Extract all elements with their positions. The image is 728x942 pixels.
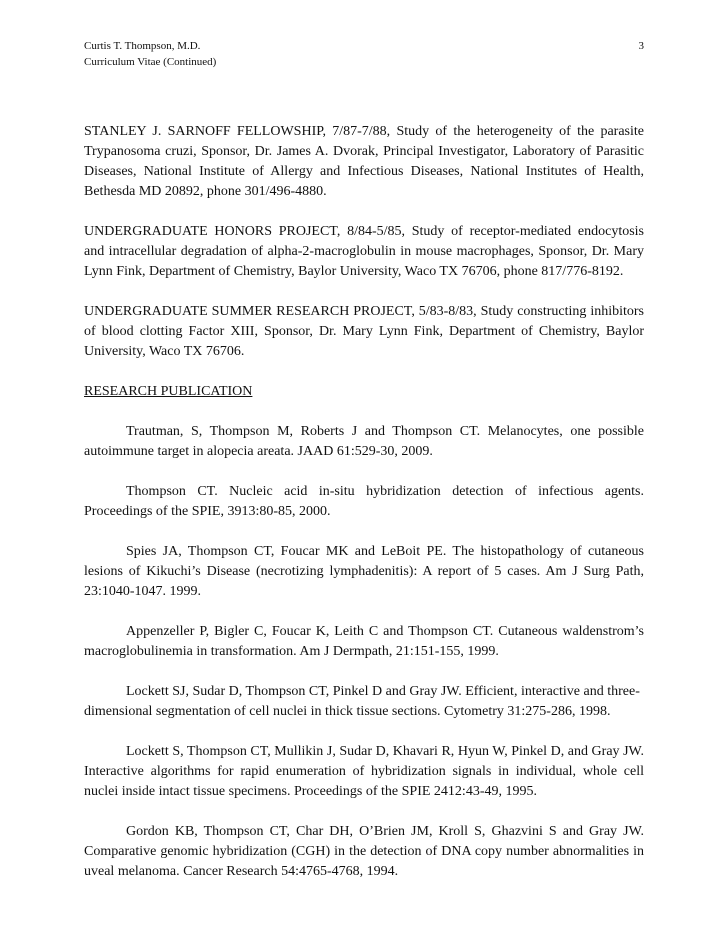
research-entry-summer: UNDERGRADUATE SUMMER RESEARCH PROJECT, 5/83-8/83, Study constructing inhibitors of blood clotting Factor XIII, Sponsor, Dr. Mary Lynn Fink, Department of Chemistry, Baylor University, Waco TX 76706. xyxy=(84,304,644,359)
publication-entry: Lockett S, Thompson CT, Mullikin J, Sudar D, Khavari R, Hyun W, Pinkel D, and Gray JW. Interactive algorithms for rapid enumeration of hybridization signals in individual, whole cell nuclei inside intact tissue specimens. Proceedings of the SPIE 2412:43-49, 1995. xyxy=(84,744,644,799)
publication-entry: Spies JA, Thompson CT, Foucar MK and LeBoit PE. The histopathology of cutaneous lesions of Kikuchi’s Disease (necrotizing lymphadenitis): A report of 5 cases. Am J Surg Path, 23:1040-1047. 1999. xyxy=(84,544,644,599)
publication-entry: Gordon KB, Thompson CT, Char DH, O’Brien JM, Kroll S, Ghazvini S and Gray JW. Comparative genomic hybridization (CGH) in the detection of DNA copy number abnormalities in uveal melanoma. Cancer Research 54:4765-4768, 1994. xyxy=(84,824,644,879)
document-subtitle: Curriculum Vitae (Continued) xyxy=(84,56,217,68)
publication-entry: Lockett SJ, Sudar D, Thompson CT, Pinkel D and Gray JW. Efficient, interactive and three-dimensional segmentation of cell nuclei in thick tissue sections. Cytometry 31:275-286, 1998. xyxy=(84,684,640,719)
author-name: Curtis T. Thompson, M.D. xyxy=(84,40,201,52)
page-number: 3 xyxy=(638,40,644,52)
research-entry-sarnoff: STANLEY J. SARNOFF FELLOWSHIP, 7/87-7/88, Study of the heterogeneity of the parasite Trypanosoma cruzi, Sponsor, Dr. James A. Dvorak, Principal Investigator, Laboratory of Parasitic Diseases, National Institute of Allergy and Infectious Diseases, National Institutes of Health, Bethesda MD 20892, phone 301/496-4880. xyxy=(84,124,644,199)
publication-entry: Thompson CT. Nucleic acid in-situ hybridization detection of infectious agents. Proceedings of the SPIE, 3913:80-85, 2000. xyxy=(84,484,644,519)
section-heading-publications: RESEARCH PUBLICATION xyxy=(84,384,253,399)
page-header xyxy=(84,38,644,70)
publication-entry: Appenzeller P, Bigler C, Foucar K, Leith C and Thompson CT. Cutaneous waldenstrom’s macroglobulinemia in transformation. Am J Dermpath, 21:151-155, 1999. xyxy=(84,624,644,659)
page-body xyxy=(84,122,644,902)
research-entry-honors: UNDERGRADUATE HONORS PROJECT, 8/84-5/85, Study of receptor-mediated endocytosis and intracellular degradation of alpha-2-macroglobulin in mouse macrophages, Sponsor, Dr. Mary Lynn Fink, Department of Chemistry, Baylor University, Waco TX 76706, phone 817/776-8192. xyxy=(84,224,644,279)
publication-entry: Trautman, S, Thompson M, Roberts J and Thompson CT. Melanocytes, one possible autoimmune target in alopecia areata. JAAD 61:529-30, 2009. xyxy=(84,424,644,459)
